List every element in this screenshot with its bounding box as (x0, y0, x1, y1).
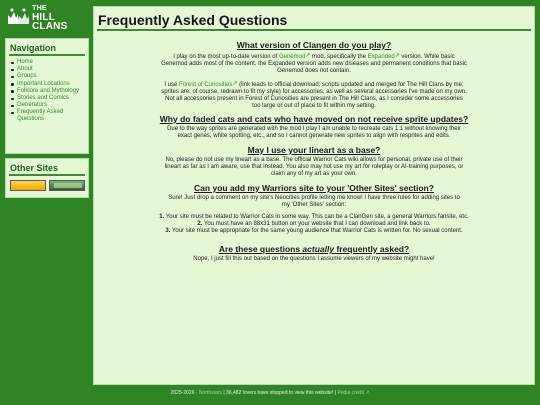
nav-item-groups[interactable] (11, 73, 88, 80)
rule-text: Your site must be appropriate for the same young audience that Warrior Cats is written for. No sexual content. (170, 228, 463, 234)
external-link-icon: ↗ (363, 390, 370, 396)
faq-answer-actually-asked: Nope, I just fill this out based on the questions I assume viewers of my website might have! (193, 256, 435, 262)
external-link-icon: ↗ (232, 81, 238, 87)
faq-question-faded-cats: Why do faded cats and cats who have moved on not receive sprite updates? (159, 114, 469, 124)
question-text: frequently asked? (334, 244, 410, 254)
nav-link[interactable]: Folklore and Mythology (17, 87, 80, 94)
site-buttons (6, 176, 88, 191)
rule-number: 1. (159, 214, 165, 220)
logo-text (32, 4, 89, 31)
nav-item-faq[interactable] (11, 109, 88, 122)
other-sites-rules (154, 214, 474, 235)
logo-line-2: HILL CLANS (32, 11, 68, 32)
footer (0, 390, 540, 396)
answer-text: version. While basic Genemod adds most of the content, the Expanded version adds new diseases and permanent conditions that basic Genemod does not contain. (161, 54, 467, 74)
nav-item-about[interactable] (11, 66, 88, 73)
question-emphasis: actually (302, 244, 335, 254)
rule-item (154, 228, 474, 235)
rule-number: 2. (197, 221, 203, 227)
nav-item-folklore[interactable] (11, 88, 88, 94)
nav-link[interactable]: Frequently Asked Questions (17, 109, 64, 122)
nav-link[interactable]: Stories and Comics (17, 95, 70, 102)
navigation-panel (5, 38, 89, 154)
footer-year: 2025-2026 · (170, 390, 199, 396)
nav-link[interactable]: About (17, 66, 33, 73)
title-divider (97, 29, 531, 31)
site-logo[interactable] (5, 4, 89, 32)
nav-item-important-locations[interactable] (11, 81, 88, 88)
answer-text: I play on the most up-to-date version of (173, 54, 279, 60)
nav-item-generators[interactable] (11, 102, 88, 109)
forest-site-button[interactable] (49, 180, 85, 191)
genemod-site-button[interactable] (10, 180, 46, 191)
rule-item (154, 214, 474, 221)
genemod-link[interactable]: Genemod (278, 54, 306, 60)
nav-item-home[interactable] (11, 59, 88, 66)
faq-answer-accessories (161, 81, 467, 110)
faq-question-other-sites: Can you add my Warriors site to your 'Other Sites' section? (194, 183, 434, 193)
navigation-heading: Navigation (10, 43, 57, 53)
footer-credit-link[interactable]: Pedia credit (337, 390, 364, 396)
faq-answer-other-sites: Sure! Just drop a comment on my site's Neocities profile letting me know! I have three rules for adding sites to my 'Other Sites' section: (168, 195, 460, 208)
rule-item (154, 221, 474, 228)
footer-owner-link[interactable]: Northstars (198, 390, 222, 396)
answer-text: (link leads to official download; scripts updated and merged for The Hill Clans by me; sprites are, of course, redrawn to fit my style) for accessories, as well as several accessories I've made on my own. Not all accessories present in Forest of Curiosities are present in The Hill Clans, as I consider some accessories too large or out of place to fit within my setting. (161, 82, 467, 109)
nav-item-stories[interactable] (11, 95, 88, 102)
nav-link[interactable]: Groups (17, 73, 37, 80)
other-sites-heading: Other Sites (10, 163, 59, 173)
paw-cats-logo-icon (5, 6, 31, 28)
rule-text: Your site must be related to Warrior Cats in some way. This can be a ClanGen site, a general Warriors fansite, etc. (164, 214, 469, 220)
external-link-icon: ↗ (305, 53, 311, 59)
faq-content (94, 37, 534, 263)
faq-answer-lineart: No, please do not use my lineart as a base. The official Warrior Cats wiki allows for personal, private use of their lineart as far as I am aware, use that instead. You also may not use my art for roleplay or AI-training purposes, or claim any of my art as your own. (164, 157, 464, 177)
navigation-list (6, 56, 88, 122)
page-title: Frequently Asked Questions (98, 12, 288, 28)
rule-number: 3. (165, 228, 171, 234)
expanded-link[interactable]: Expanded (367, 54, 395, 60)
other-sites-panel (5, 158, 89, 198)
nav-link[interactable]: Home (17, 59, 34, 65)
faq-answer-faded-cats: Due to the way sprites are generated with the mod I play I am unable to recreate cats 1:1 without knowing their exact genes, white spotting, etc., and so I cannot generate new sprites to align with resprites and edits. (167, 126, 461, 139)
forest-button-image (54, 183, 82, 188)
main-panel (93, 6, 535, 385)
answer-text: I use (164, 82, 180, 88)
question-text: Are these questions (218, 244, 303, 254)
external-link-icon: ↗ (394, 53, 400, 59)
rule-text: You must have an 88x31 button on your website that I can download and link back to. (202, 221, 431, 227)
forest-of-curiosities-link[interactable]: Forest of Curiosities (179, 82, 233, 88)
footer-counter: | 36,482 lovers have stopped to view this website! | (221, 390, 338, 396)
nav-link[interactable]: Generators (17, 102, 48, 109)
nav-link[interactable]: Important Locations (17, 80, 70, 87)
faq-question-actually-asked (94, 244, 534, 254)
faq-answer-clangen-version (161, 53, 467, 75)
logo-line-1: THE (32, 4, 47, 12)
faq-question-clangen-version: What version of Clangen do you play? (236, 40, 392, 50)
answer-text: mod, specifically the (310, 54, 368, 60)
faq-question-lineart: May I use your lineart as a base? (247, 145, 381, 155)
